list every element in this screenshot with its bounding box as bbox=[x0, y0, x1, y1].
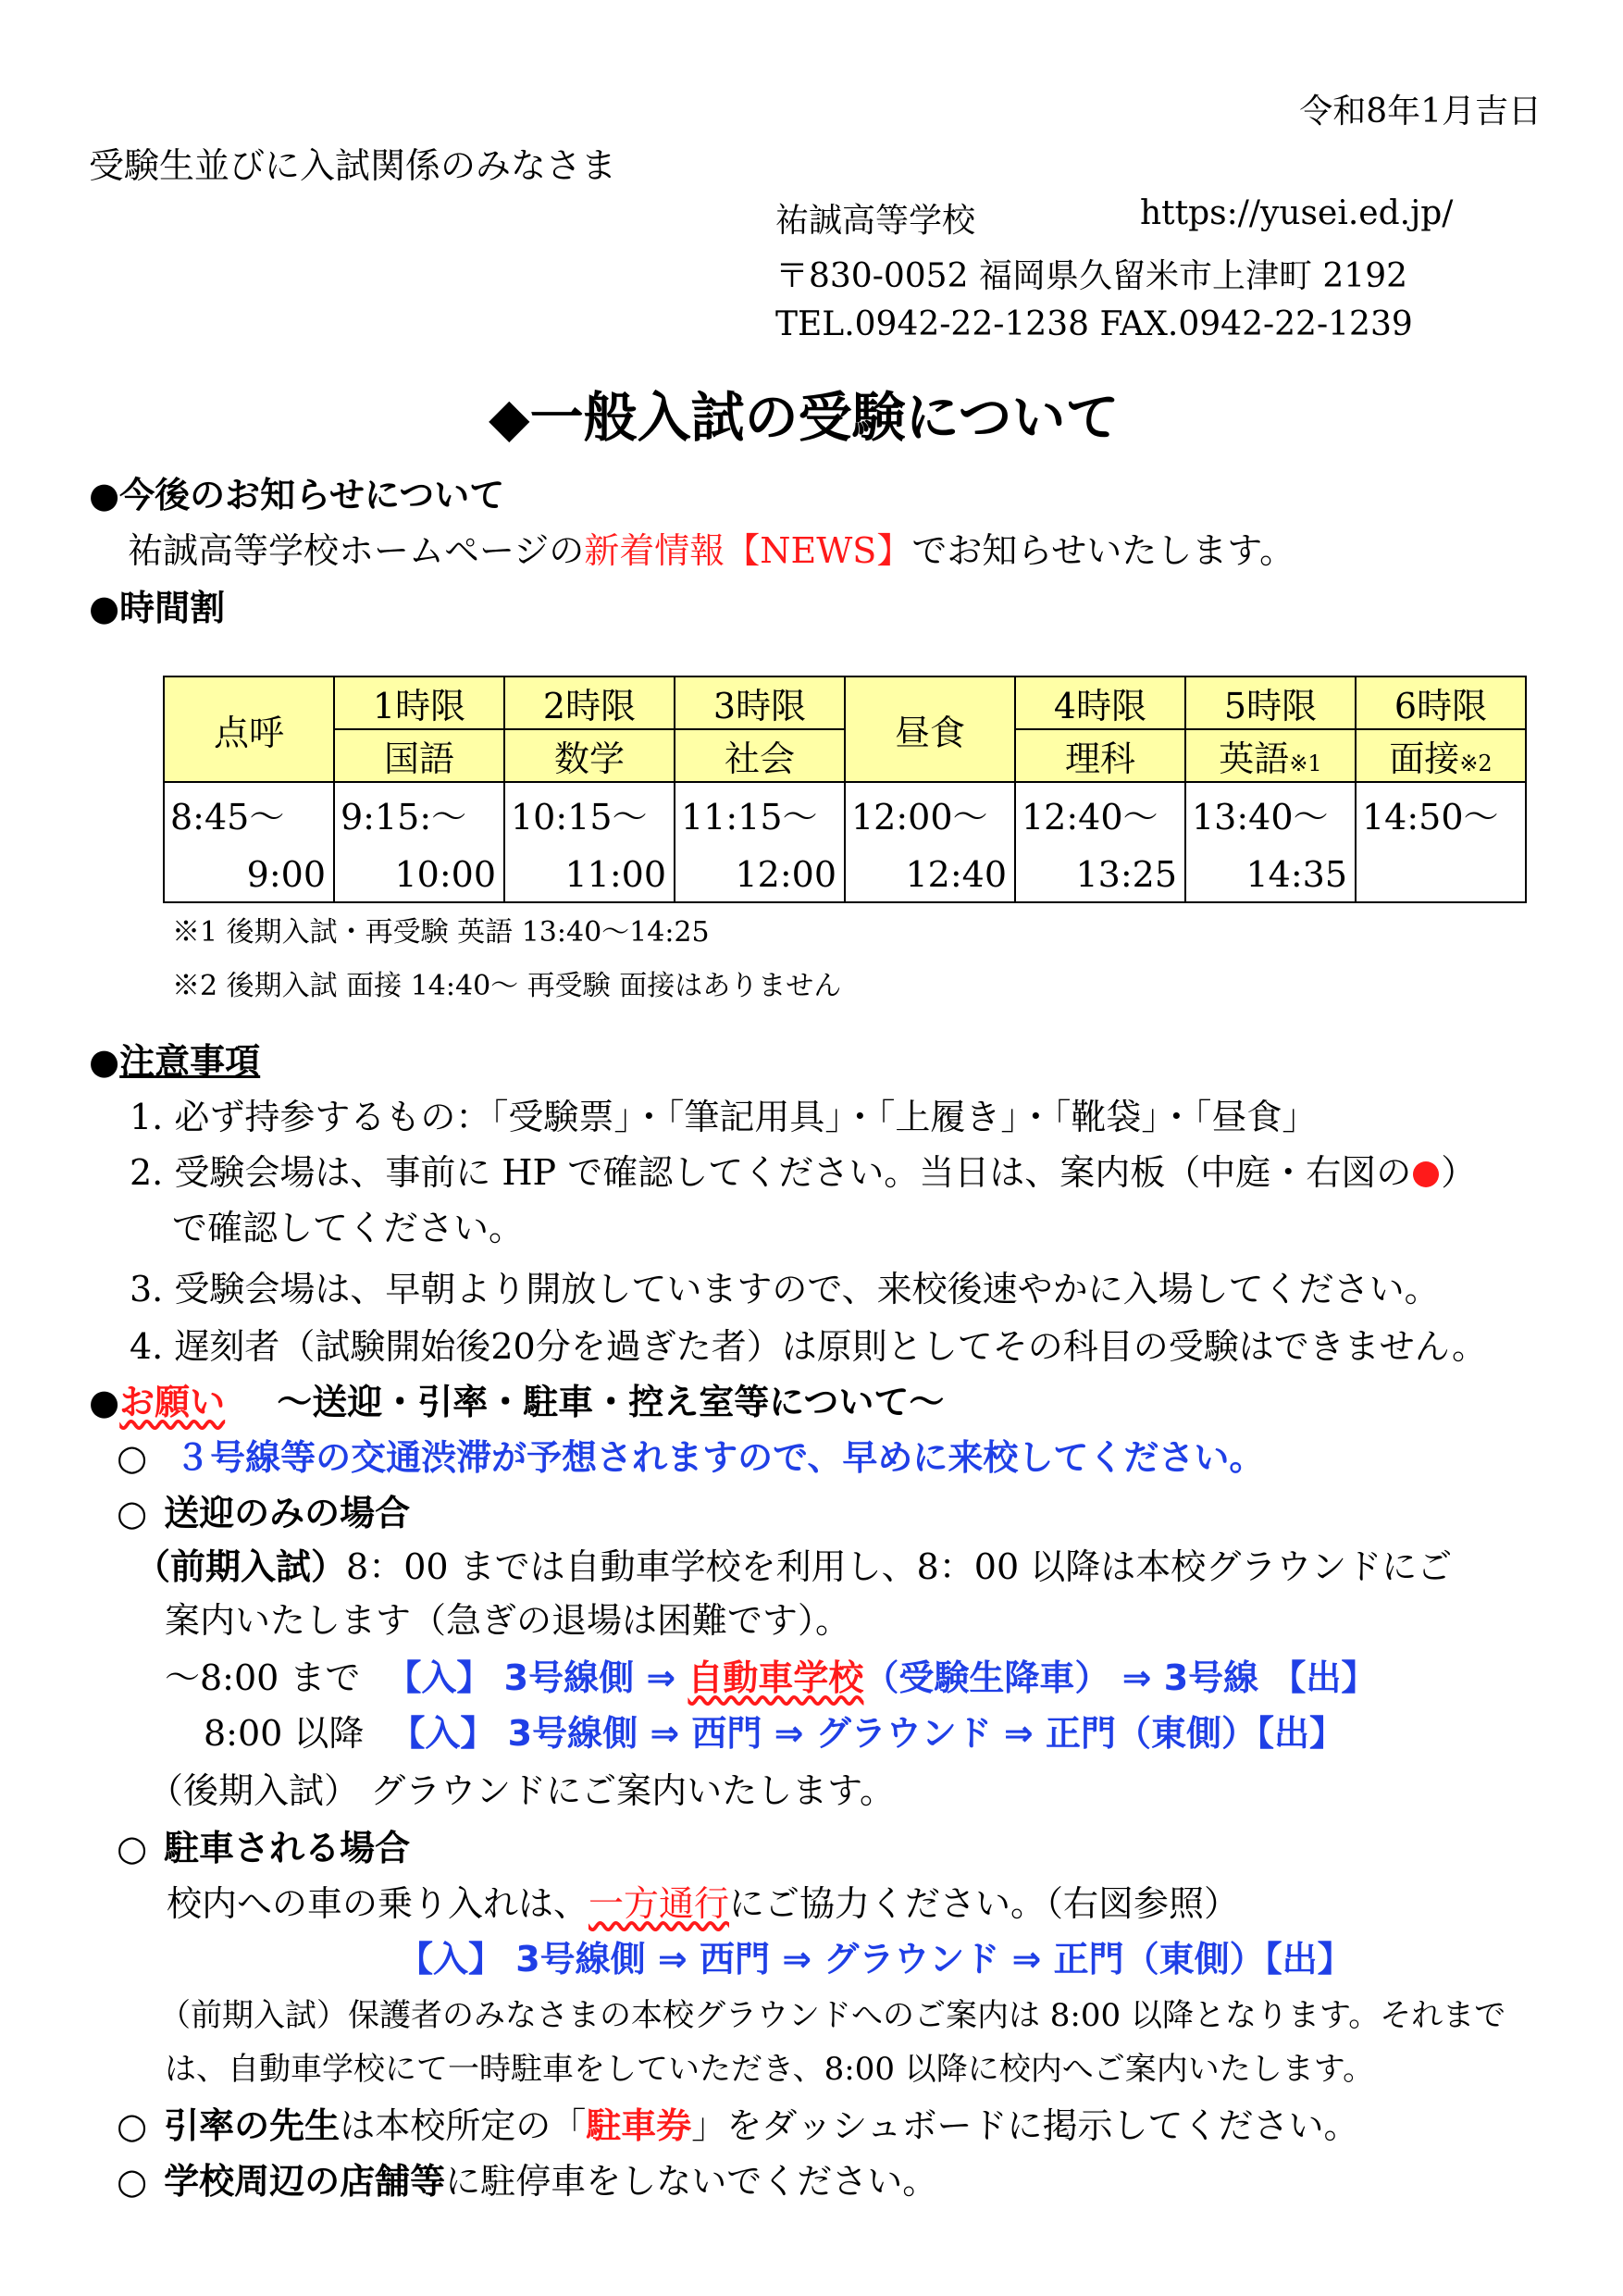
period-cell-3: 3時限 bbox=[675, 676, 845, 729]
teachers-bold: 引率の先生 bbox=[164, 2105, 341, 2146]
circle-bullet-icon: ○ bbox=[117, 1828, 148, 1868]
period-cell-lunch: 昼食 bbox=[845, 676, 1015, 782]
timetable-heading: ●時間割 bbox=[89, 588, 226, 628]
time-cell-2 bbox=[504, 782, 675, 902]
dropoff-after8-line bbox=[204, 1705, 1344, 1756]
school-address: 〒830-0052 福岡県久留米市上津町 2192 bbox=[775, 257, 1407, 295]
subject-cell-2: 数学 bbox=[504, 729, 675, 782]
parking-title: 駐車される場合 bbox=[164, 1828, 411, 1868]
news-text-after: でお知らせいたします。 bbox=[911, 530, 1295, 571]
timetable-note-1: ※1 後期入試・再受験 英語 13:40〜14:25 bbox=[172, 916, 710, 949]
caution-item-2-cont: で確認してください。 bbox=[172, 1208, 525, 1248]
time-end: 13:25 bbox=[1075, 854, 1177, 895]
subject-cell-6 bbox=[1356, 729, 1526, 782]
circle-bullet-icon: ○ bbox=[117, 1493, 148, 1533]
teachers-text-2: 」をダッシュボードに掲示してください。 bbox=[691, 2105, 1359, 2146]
parking-route: 【入】 3号線側 ⇒ 西門 ⇒ グラウンド ⇒ 正門（東側）【出】 bbox=[398, 1939, 1353, 1980]
dropoff-title: 送迎のみの場合 bbox=[164, 1493, 411, 1533]
time-cell-4 bbox=[1015, 782, 1185, 902]
stores-line bbox=[117, 2153, 937, 2203]
parking-text-after: にご協力ください。（右図参照） bbox=[729, 1883, 1240, 1924]
dropoff-before8-school: 自動車学校 bbox=[688, 1657, 864, 1698]
time-start: 10:15〜 bbox=[511, 797, 648, 838]
time-end: 9:00 bbox=[246, 854, 326, 895]
time-start: 12:00〜 bbox=[851, 797, 988, 838]
dropoff-late-line: （後期入試） グラウンドにご案内いたします。 bbox=[148, 1770, 896, 1811]
parking-text bbox=[167, 1875, 1239, 1926]
timetable-note-2: ※2 後期入試 面接 14:40〜 再受験 面接はありません bbox=[172, 970, 842, 1002]
news-text bbox=[128, 522, 1295, 573]
dropoff-early-line-1 bbox=[135, 1538, 1452, 1589]
subject-note-6: ※2 bbox=[1459, 751, 1493, 776]
dropoff-before8-label: 〜8:00 まで bbox=[165, 1657, 361, 1698]
dropoff-before8-line bbox=[165, 1649, 1376, 1700]
red-dot-icon bbox=[1413, 1161, 1439, 1187]
caution-item-2-close: ） bbox=[1441, 1152, 1477, 1193]
news-text-before: 祐誠高等学校ホームページの bbox=[128, 530, 585, 571]
traffic-warning: ３号線等の交通渋滞が予想されますので、早めに来校してください。 bbox=[175, 1437, 1265, 1478]
subject-note-5: ※1 bbox=[1289, 751, 1322, 776]
stores-bold: 学校周辺の店舗等 bbox=[164, 2161, 446, 2202]
dropoff-after8-route: 【入】 3号線側 ⇒ 西門 ⇒ グラウンド ⇒ 正門（東側）【出】 bbox=[390, 1713, 1344, 1754]
time-end bbox=[1357, 839, 1525, 854]
dropoff-early-label: （前期入試） bbox=[135, 1545, 347, 1587]
period-cell-2: 2時限 bbox=[504, 676, 675, 729]
school-tel-fax: TEL.0942-22-1238 FAX.0942-22-1239 bbox=[775, 305, 1413, 343]
time-start: 11:15〜 bbox=[681, 797, 818, 838]
timetable bbox=[163, 676, 1527, 903]
recipient-line: 受験生並びに入試関係のみなさま bbox=[89, 145, 617, 186]
time-end: 14:35 bbox=[1245, 854, 1347, 895]
issue-date: 令和8年1月吉日 bbox=[1299, 93, 1542, 130]
request-heading-red: お願い bbox=[119, 1382, 226, 1422]
school-url-link[interactable]: https://yusei.ed.jp/ bbox=[1140, 194, 1454, 232]
time-start: 12:40〜 bbox=[1022, 797, 1158, 838]
caution-item-2 bbox=[130, 1144, 1476, 1195]
request-heading bbox=[89, 1373, 944, 1424]
subject-cell-4: 理科 bbox=[1015, 729, 1185, 782]
parking-note-2: は、自動車学校にて一時駐車をしていただき、8:00 以降に校内へご案内いたします。 bbox=[165, 2051, 1375, 2088]
time-cell-6 bbox=[1356, 782, 1526, 902]
caution-item-4: 4. 遅刻者（試験開始後20分を過ぎた者）は原則としてその科目の受験はできません。 bbox=[130, 1326, 1487, 1367]
cautions-heading-mark: ● bbox=[89, 1041, 120, 1082]
period-cell-4: 4時限 bbox=[1015, 676, 1185, 729]
traffic-line bbox=[117, 1429, 1264, 1480]
time-start: 13:40〜 bbox=[1192, 797, 1329, 838]
time-cell-5 bbox=[1185, 782, 1356, 902]
news-heading: ●今後のお知らせについて bbox=[89, 475, 505, 515]
school-name: 祐誠高等学校 bbox=[775, 202, 976, 240]
caution-item-2-text: 2. 受験会場は、事前に HP で確認してください。当日は、案内板（中庭・右図の bbox=[130, 1152, 1412, 1193]
period-cell-5: 5時限 bbox=[1185, 676, 1356, 729]
time-start: 9:15:〜 bbox=[341, 797, 467, 838]
caution-item-1: 1. 必ず持参するもの：「受験票」・「筆記用具」・「上履き」・「靴袋」・「昼食」 bbox=[130, 1097, 1318, 1137]
dropoff-before8-route-b: （受験生降車） ⇒ 3号線 【出】 bbox=[863, 1657, 1377, 1698]
cautions-heading-label: 注意事項 bbox=[119, 1041, 261, 1082]
period-cell-6: 6時限 bbox=[1356, 676, 1526, 729]
time-cell-1 bbox=[334, 782, 504, 902]
dropoff-early-text-1: 8：00 までは自動車学校を利用し、8：00 以降は本校グラウンドにご bbox=[346, 1546, 1453, 1587]
subject-label-5: 英語 bbox=[1219, 738, 1290, 779]
parking-heading bbox=[117, 1819, 410, 1870]
time-start: 14:50〜 bbox=[1362, 797, 1499, 838]
dropoff-before8-route-a: 【入】 3号線側 ⇒ bbox=[386, 1657, 688, 1698]
time-end: 12:40 bbox=[905, 854, 1007, 895]
parking-oneway: 一方通行 bbox=[588, 1883, 730, 1924]
circle-bullet-icon: ○ bbox=[117, 1437, 148, 1478]
subject-cell-5 bbox=[1185, 729, 1356, 782]
stores-text: に駐停車をしないでください。 bbox=[445, 2161, 938, 2202]
time-start: 8:45〜 bbox=[170, 797, 285, 838]
page-title: ◆一般入試の受験について bbox=[489, 386, 1120, 449]
news-link[interactable]: 新着情報【NEWS】 bbox=[584, 530, 912, 571]
time-cell-rollcall bbox=[164, 782, 334, 902]
dropoff-after8-label: 8:00 以降 bbox=[204, 1713, 365, 1754]
time-cell-3 bbox=[675, 782, 845, 902]
teachers-line bbox=[117, 2097, 1358, 2148]
circle-bullet-icon: ○ bbox=[117, 2161, 148, 2202]
time-end: 12:00 bbox=[735, 854, 836, 895]
subject-label-6: 面接 bbox=[1389, 738, 1460, 779]
time-end: 10:00 bbox=[394, 854, 496, 895]
period-cell-rollcall: 点呼 bbox=[164, 676, 334, 782]
parking-note-1: （前期入試）保護者のみなさまの本校グラウンドへのご案内は 8:00 以降となります。それまで bbox=[159, 1997, 1506, 2034]
caution-item-3: 3. 受験会場は、早朝より開放していますので、来校後速やかに入場してください。 bbox=[130, 1269, 1440, 1309]
dropoff-heading bbox=[117, 1484, 410, 1535]
request-heading-rest: 〜送迎・引率・駐車・控え室等について〜 bbox=[277, 1382, 945, 1422]
time-end: 11:00 bbox=[564, 854, 666, 895]
dropoff-early-line-2: 案内いたします（急ぎの退場は困難です）。 bbox=[165, 1600, 851, 1641]
period-cell-1: 1時限 bbox=[334, 676, 504, 729]
circle-bullet-icon: ○ bbox=[117, 2105, 148, 2146]
subject-cell-1: 国語 bbox=[334, 729, 504, 782]
time-cell-lunch bbox=[845, 782, 1015, 902]
subject-cell-3: 社会 bbox=[675, 729, 845, 782]
parking-ticket: 駐車券 bbox=[586, 2105, 692, 2146]
teachers-text-1: は本校所定の「 bbox=[340, 2105, 587, 2146]
parking-text-before: 校内への車の乗り入れは、 bbox=[167, 1883, 589, 1924]
request-heading-mark: ● bbox=[89, 1382, 120, 1422]
cautions-heading bbox=[89, 1033, 260, 1084]
